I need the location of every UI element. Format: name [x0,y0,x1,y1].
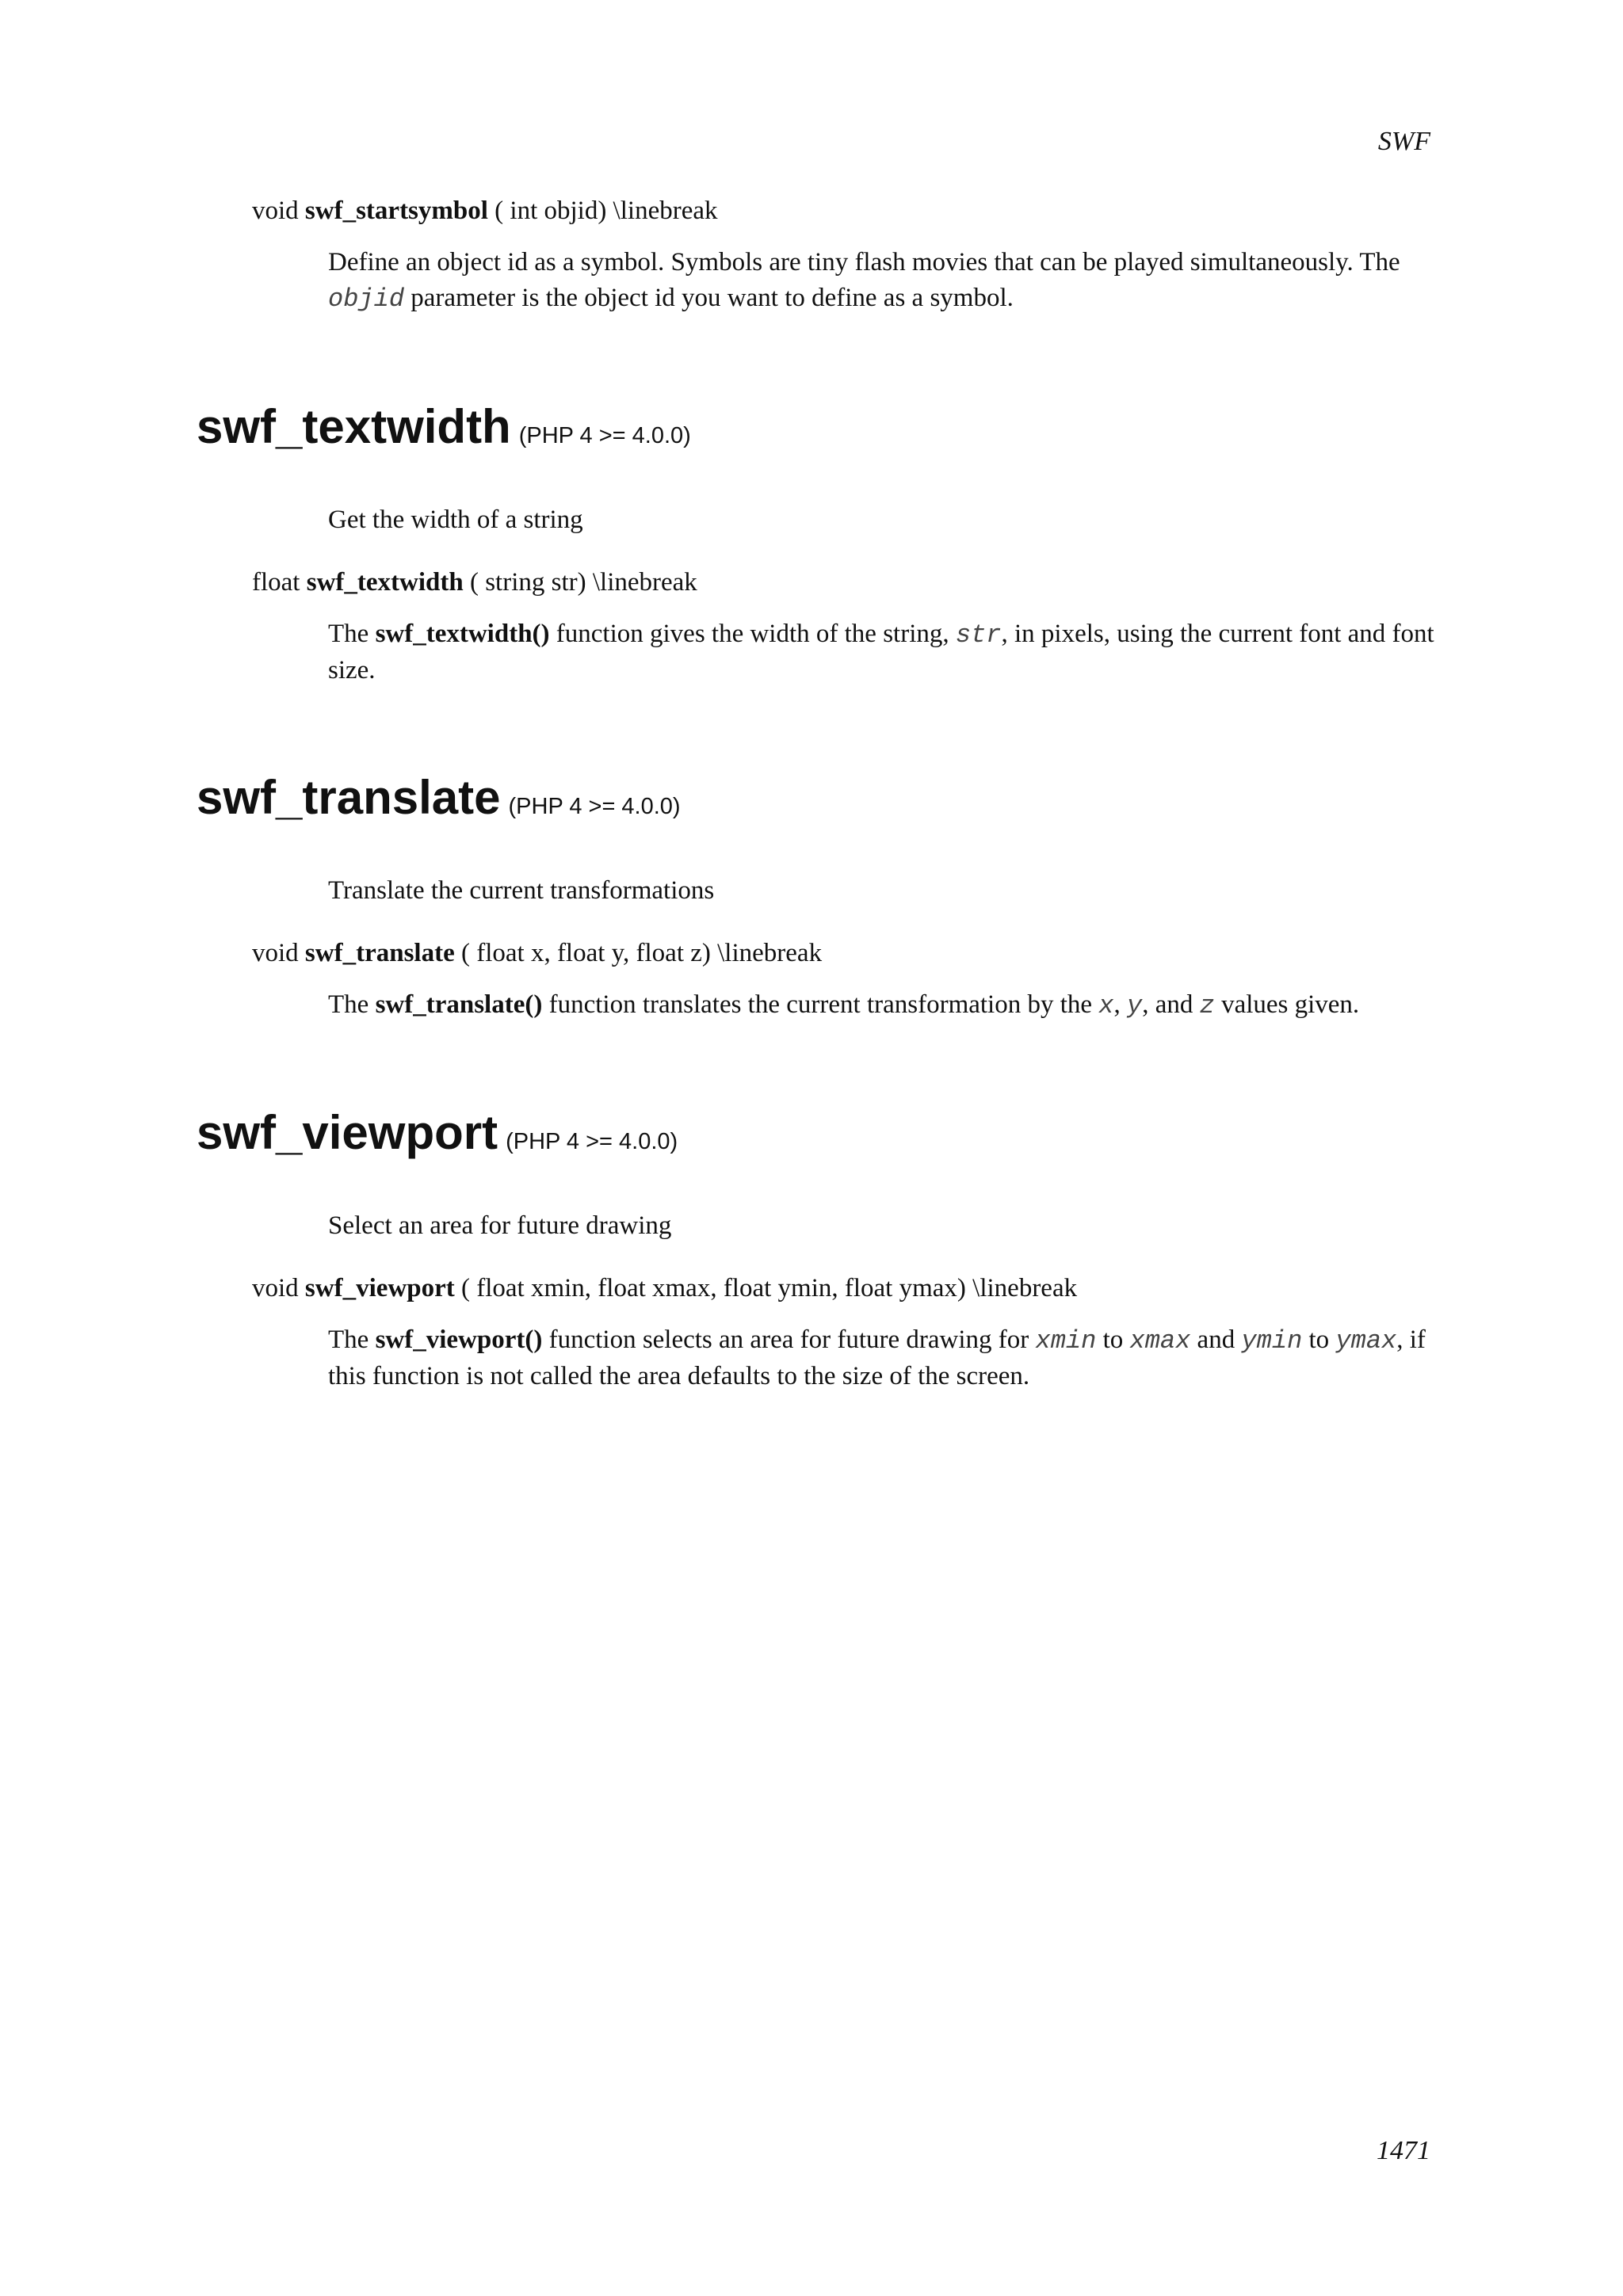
parameter-name: x [1098,991,1114,1020]
return-type: float [252,568,300,597]
function-name: swf_startsymbol [304,196,488,225]
function-reference: swf_translate() [375,990,543,1019]
function-args: ( string str) \linebreak [469,568,697,597]
page-number: 1471 [1377,2136,1430,2165]
function-purpose: Translate the current transformations [328,876,715,905]
running-header: SWF [1377,127,1430,156]
function-description: The swf_textwidth() function gives the width of the string, str, in pixels, using the current font and font size. [328,620,1434,685]
function-reference: swf_textwidth() [375,620,550,648]
function-heading [197,1105,678,1160]
parameter-name: ymax [1335,1326,1397,1356]
function-reference: swf_viewport() [375,1325,543,1354]
function-description: The swf_viewport() function selects an area for future drawing for xmin to xmax and ymin to ymax, if this function is not called the area defaults to the size of the screen. [328,1325,1426,1390]
function-description: Define an object id as a symbol. Symbols are tiny flash movies that can be played simultaneously. The objid parameter is the object id you want to define as a symbol. [328,248,1400,314]
parameter-name: str [955,620,1002,650]
function-synopsis [252,939,822,968]
function-heading [197,399,691,454]
function-purpose: Select an area for future drawing [328,1211,672,1240]
parameter-name: xmin [1035,1326,1097,1356]
parameter-name: objid [328,284,405,314]
function-args: ( int objid) \linebreak [495,196,718,225]
function-title: swf_translate [197,771,501,824]
parameter-name: xmax [1129,1326,1191,1356]
function-purpose: Get the width of a string [328,505,583,534]
function-synopsis [252,1274,1077,1303]
function-description: The swf_translate() function translates the current transformation by the x, y, and z values given. [328,990,1360,1020]
function-args: ( float x, float y, float z) \linebreak [460,939,823,967]
parameter-name: y [1127,991,1143,1020]
function-title: swf_textwidth [197,400,511,453]
parameter-name: z [1199,991,1215,1020]
function-title: swf_viewport [197,1106,498,1159]
function-synopsis [252,568,697,597]
version-note: (PHP 4 >= 4.0.0) [518,423,691,448]
function-heading [197,770,681,825]
version-note: (PHP 4 >= 4.0.0) [508,794,681,819]
return-type: void [252,1274,299,1302]
function-name: swf_viewport [304,1274,455,1302]
function-name: swf_textwidth [306,568,464,597]
return-type: void [252,196,299,225]
function-args: ( float xmin, float xmax, float ymin, float ymax) \linebreak [460,1274,1078,1302]
version-note: (PHP 4 >= 4.0.0) [506,1129,678,1154]
function-name: swf_translate [304,939,455,967]
return-type: void [252,939,299,967]
function-synopsis [252,196,718,226]
parameter-name: ymin [1241,1326,1303,1356]
